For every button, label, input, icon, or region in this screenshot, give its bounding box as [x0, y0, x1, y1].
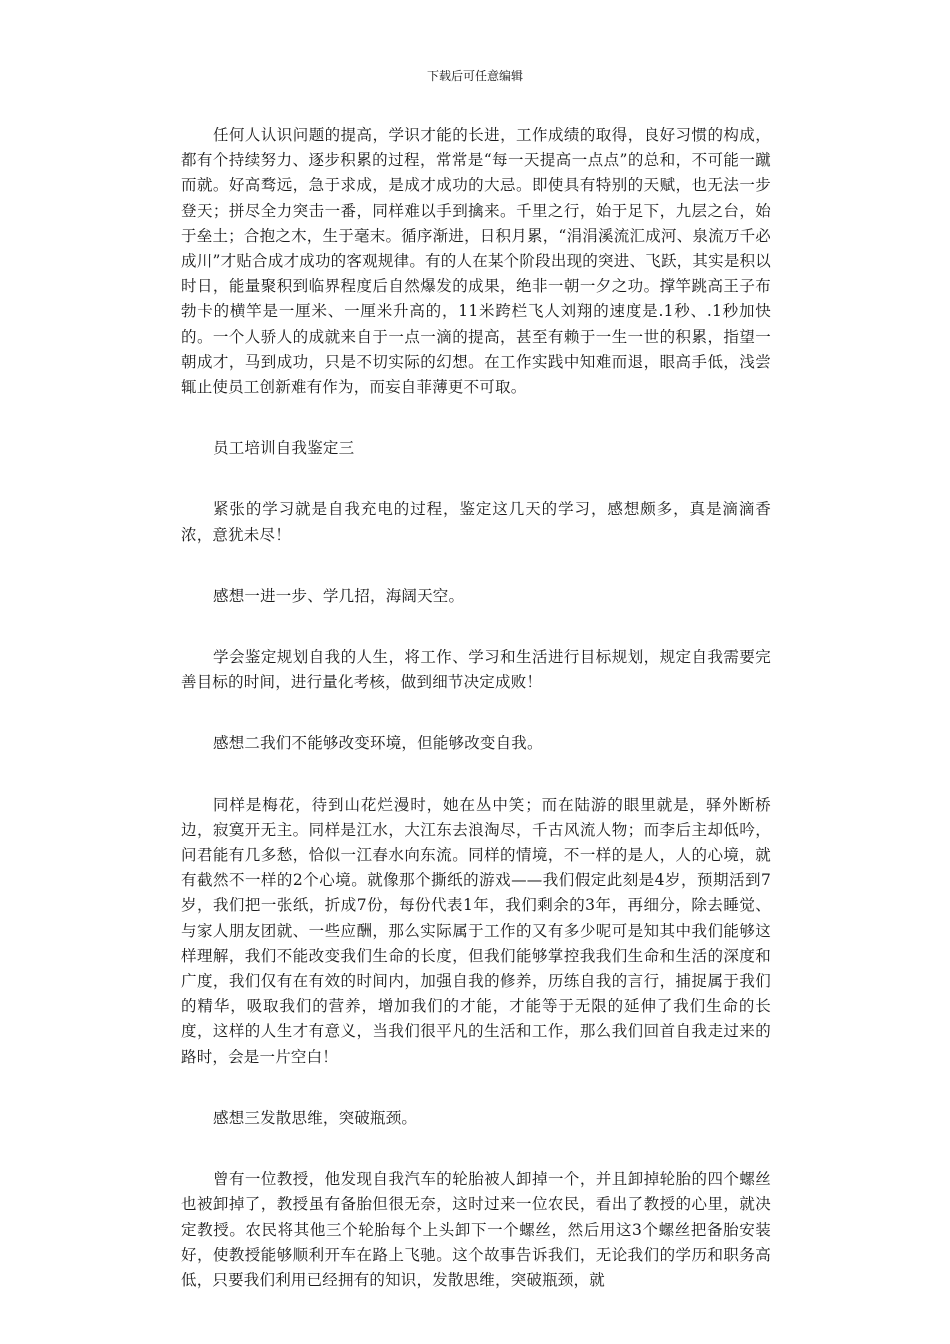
paragraph: 感想三发散思维，突破瓶颈。: [213, 1108, 418, 1127]
paragraph: 同样是梅花，待到山花烂漫时，她在丛中笑；而在陆游的眼里就是，驿外断桥边，寂寞开无主。同样是江水，大江东去浪淘尽，千古风流人物；而李后主却低吟，问君能有几多愁，恰似一江春水向东流。同样的情境，不一样的是人，人的心境，就有截然不一样的2个心境。就像那个撕纸的游戏——我们假定此刻是4岁，预期活到7岁，我们把一张纸，折成7份，每份代表1年，我们剩余的3年，再细分，除去睡觉、与家人朋友团就、一些应酬，那么实际属于工作的又有多少呢可是知其中我们能够这样理解，我们不能改变我们生命的长度，但我们能够掌控我我们生命和生活的深度和广度，我们仅有在有效的时间内，加强自我的修养，历练自我的言行，捕捉属于我们的精华，吸取我们的营养，增加我们的才能，才能等于无限的延伸了我们生命的长度，这样的人生才有意义，当我们很平凡的生活和工作，那么我们回首自我走过来的路时，会是一片空白！: [181, 795, 771, 1066]
paragraph: 任何人认识问题的提高，学识才能的长进，工作成绩的取得，良好习惯的构成，都有个持续努力、逐步积累的过程，常常是“每一天提高一点点”的总和，不可能一蹴而就。好高骛远，急于求成，是成才成功的大忌。即使具有特别的天赋，也无法一步登天；拼尽全力突击一番，同样难以手到擒来。千里之行，始于足下，九层之台，始于垒土；合抱之木，生于毫末。循序渐进，日积月累，“涓涓溪流汇成河、泉流万千必成川”才贴合成才成功的客观规律。有的人在某个阶段出现的突进、飞跃，其实是积以时日，能量聚积到临界程度后自然爆发的成果，绝非一朝一夕之功。撑竿跳高王子布勃卡的横竿是一厘米、一厘米升高的，11米跨栏飞人刘翔的速度是.1秒、.1秒加快的。一个人骄人的成就来自于一点一滴的提高，甚至有赖于一生一世的积累，指望一朝成才，马到成功，只是不切实际的幻想。在工作实践中知难而退，眼高手低，浅尝辄止使员工创新难有作为，而妄自菲薄更不可取。: [181, 126, 771, 397]
document-body: [181, 123, 771, 1329]
page-header: 下载后可任意编辑: [426, 69, 523, 83]
paragraph: 紧张的学习就是自我充电的过程，鉴定这几天的学习，感想颇多，真是滴滴香浓，意犹未尽！: [181, 500, 771, 544]
paragraph: 学会鉴定规划自我的人生，将工作、学习和生活进行目标规划，规定自我需要完善目标的时间，进行量化考核，做到细节决定成败！: [181, 648, 771, 692]
paragraph: 感想二我们不能够改变环境，但能够改变自我。: [213, 734, 543, 753]
paragraph: 曾有一位教授，他发现自我汽车的轮胎被人卸掉一个，并且卸掉轮胎的四个螺丝也被卸掉了，教授虽有备胎但很无奈，这时过来一位农民，看出了教授的心里，就决定教授。农民将其他三个轮胎每个上头卸下一个螺丝，然后用这3个螺丝把备胎安装好，使教授能够顺利开车在路上飞驰。这个故事告诉我们，无论我们的学历和职务高低，只要我们利用已经拥有的知识，发散思维，突破瓶颈，就: [181, 1170, 771, 1289]
section-heading: 员工培训自我鉴定三: [213, 439, 355, 458]
paragraph: 感想一进一步、学几招，海阔天空。: [213, 586, 465, 605]
